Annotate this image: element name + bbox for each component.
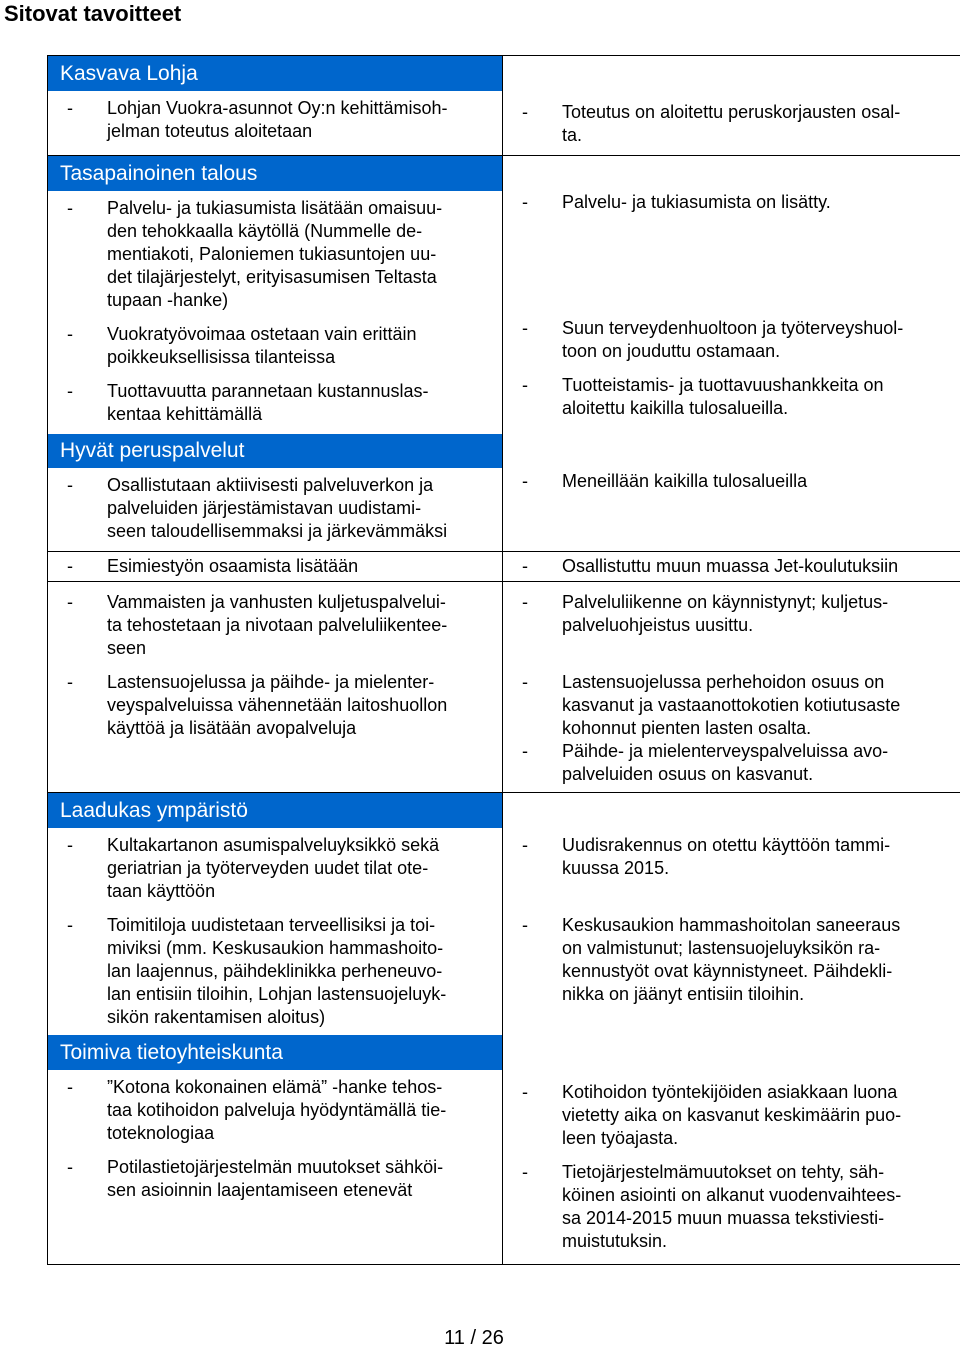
list-item (48, 197, 502, 312)
goals-table (47, 55, 960, 1265)
list-item (503, 740, 960, 786)
list-item (48, 1156, 502, 1202)
status-cell (503, 582, 960, 793)
status-text: Palveluliikenne on käynnistynyt; kuljetus- palveluohjeistus uusittu. (562, 591, 946, 637)
list-item (503, 191, 960, 214)
list-item (48, 323, 502, 369)
dash-bullet: - (522, 1081, 562, 1150)
status-text: Lastensuojelussa perhehoidon osuus on kasvanut ja vastaanottokotien kotiutusaste kohonnut pienten lasten osalta. (562, 671, 946, 740)
dash-bullet: - (522, 834, 562, 880)
status-text: Keskusaukion hammashoitolan saneeraus on valmistunut; lastensuojeluyksikön ra- kennustyöt ovat käynnistyneet. Päihdekli- nikka on jäänyt entisiin tiloihin. (562, 914, 946, 1006)
section-heading-laadukas: Laadukas ympäristö (48, 793, 502, 828)
list-item (48, 555, 502, 578)
list-item (48, 914, 502, 1029)
dash-bullet: - (67, 591, 107, 660)
status-text: Suun terveydenhuoltoon ja työterveyshuol- toon on jouduttu ostamaan. (562, 317, 946, 363)
goal-text: Vuokratyövoimaa ostetaan vain erittäin poikkeuksellisissa tilanteissa (107, 323, 488, 369)
list-item (503, 555, 960, 578)
dash-bullet: - (67, 197, 107, 312)
dash-bullet: - (522, 671, 562, 740)
status-text: Osallistuttu muun muassa Jet-koulutuksiin (562, 555, 960, 578)
status-text: Tuotteistamis- ja tuottavuushankkeita on aloitettu kaikilla tulosalueilla. (562, 374, 946, 420)
list-item (503, 834, 960, 880)
list-item (48, 474, 502, 543)
goal-cell (48, 156, 503, 552)
dash-bullet: - (67, 671, 107, 740)
goal-text: Potilastietojärjestelmän muutokset sähköi- sen asioinnin laajentamiseen etenevät (107, 1156, 488, 1202)
list-item (503, 591, 960, 637)
goal-text: Lohjan Vuokra-asunnot Oy:n kehittämisoh- jelman toteutus aloitetaan (107, 97, 488, 143)
list-item (503, 374, 960, 420)
goal-text: Osallistutaan aktiivisesti palveluverkon ja palveluiden järjestämistavan uudistami- seen taloudellisemmaksi ja järkevämmäksi (107, 474, 488, 543)
list-item (48, 380, 502, 426)
table-row (48, 582, 960, 793)
list-item (503, 317, 960, 363)
page-title: Sitovat tavoitteet (4, 0, 181, 28)
status-cell (503, 793, 960, 1265)
dash-bullet: - (522, 591, 562, 637)
status-text: Päihde- ja mielenterveyspalveluissa avo- palveluiden osuus on kasvanut. (562, 740, 946, 786)
status-cell (503, 552, 960, 582)
dash-bullet: - (522, 191, 562, 214)
goal-cell (48, 793, 503, 1265)
dash-bullet: - (522, 1161, 562, 1253)
goal-cell (48, 552, 503, 582)
list-item (503, 470, 960, 493)
goal-text: Palvelu- ja tukiasumista lisätään omaisuu- den tehokkaalla käytöllä (Nummelle de- mentiakoti, Paloniemen tukiasuntojen uu- det tilajärjestelyt, erityisasumisen Teltasta tupaan -hanke) (107, 197, 488, 312)
status-cell (503, 56, 960, 156)
status-cell (503, 156, 960, 552)
dash-bullet: - (67, 97, 107, 143)
page-number: 11 / 26 (444, 1327, 504, 1349)
list-item (503, 671, 960, 740)
section-heading-tasapainoinen: Tasapainoinen talous (48, 156, 502, 191)
status-text: Kotihoidon työntekijöiden asiakkaan luona vietetty aika on kasvanut keskimäärin puo- leen työajasta. (562, 1081, 946, 1150)
list-item (48, 834, 502, 903)
status-text: Palvelu- ja tukiasumista on lisätty. (562, 191, 946, 214)
dash-bullet: - (67, 555, 107, 578)
status-text: Toteutus on aloitettu peruskorjausten osal- ta. (562, 101, 946, 147)
table-row (48, 793, 960, 1265)
dash-bullet: - (67, 474, 107, 543)
section-heading-toimiva: Toimiva tietoyhteiskunta (48, 1035, 502, 1070)
dash-bullet: - (67, 323, 107, 369)
section-heading-kasvava: Kasvava Lohja (48, 56, 502, 91)
goal-text: ”Kotona kokonainen elämä” -hanke tehos- taa kotihoidon palveluja hyödyntämällä tie- toteknologiaa (107, 1076, 488, 1145)
list-item (48, 591, 502, 660)
dash-bullet: - (67, 1156, 107, 1202)
dash-bullet: - (522, 374, 562, 420)
dash-bullet: - (522, 914, 562, 1006)
list-item (48, 97, 502, 143)
status-text: Meneillään kaikilla tulosalueilla (562, 470, 946, 493)
list-item (503, 914, 960, 1006)
list-item (48, 1076, 502, 1145)
dash-bullet: - (522, 555, 562, 578)
dash-bullet: - (67, 834, 107, 903)
goal-cell (48, 582, 503, 793)
table-row (48, 156, 960, 552)
dash-bullet: - (522, 317, 562, 363)
status-text: Tietojärjestelmämuutokset on tehty, säh- köinen asiointi on alkanut vuodenvaihtees- sa 2014-2015 muun muassa tekstiviesti- muistutuksin. (562, 1161, 946, 1253)
goal-text: Lastensuojelussa ja päihde- ja mielenter- veyspalveluissa vähennetään laitoshuollon käyttöä ja lisätään avopalveluja (107, 671, 488, 740)
goal-text: Toimitiloja uudistetaan terveellisiksi ja toi- miviksi (mm. Keskusaukion hammashoito- lan laajennus, päihdeklinikka perheneuvo- lan entisiin tiloihin, Lohjan lastensuojeluyk- sikön rakentamisen aloitus) (107, 914, 488, 1029)
goal-text: Vammaisten ja vanhusten kuljetuspalvelui- ta tehostetaan ja nivotaan palveluliikentee- seen (107, 591, 488, 660)
dash-bullet: - (522, 470, 562, 493)
list-item (503, 101, 960, 147)
table-row (48, 56, 960, 156)
page-footer (0, 1326, 960, 1350)
dash-bullet: - (67, 380, 107, 426)
list-item (503, 1161, 960, 1253)
table-row (48, 552, 960, 582)
dash-bullet: - (522, 101, 562, 147)
status-text: Uudisrakennus on otettu käyttöön tammi- kuussa 2015. (562, 834, 946, 880)
list-item (503, 1081, 960, 1150)
dash-bullet: - (522, 740, 562, 786)
goal-cell (48, 56, 503, 156)
list-item (48, 671, 502, 740)
goal-text: Kultakartanon asumispalveluyksikkö sekä geriatrian ja työterveyden uudet tilat ote- taan käyttöön (107, 834, 488, 903)
dash-bullet: - (67, 914, 107, 1029)
goal-text: Tuottavuutta parannetaan kustannuslas- kentaa kehittämällä (107, 380, 488, 426)
section-heading-hyvat: Hyvät peruspalvelut (48, 434, 502, 468)
goal-text: Esimiestyön osaamista lisätään (107, 555, 488, 578)
dash-bullet: - (67, 1076, 107, 1145)
